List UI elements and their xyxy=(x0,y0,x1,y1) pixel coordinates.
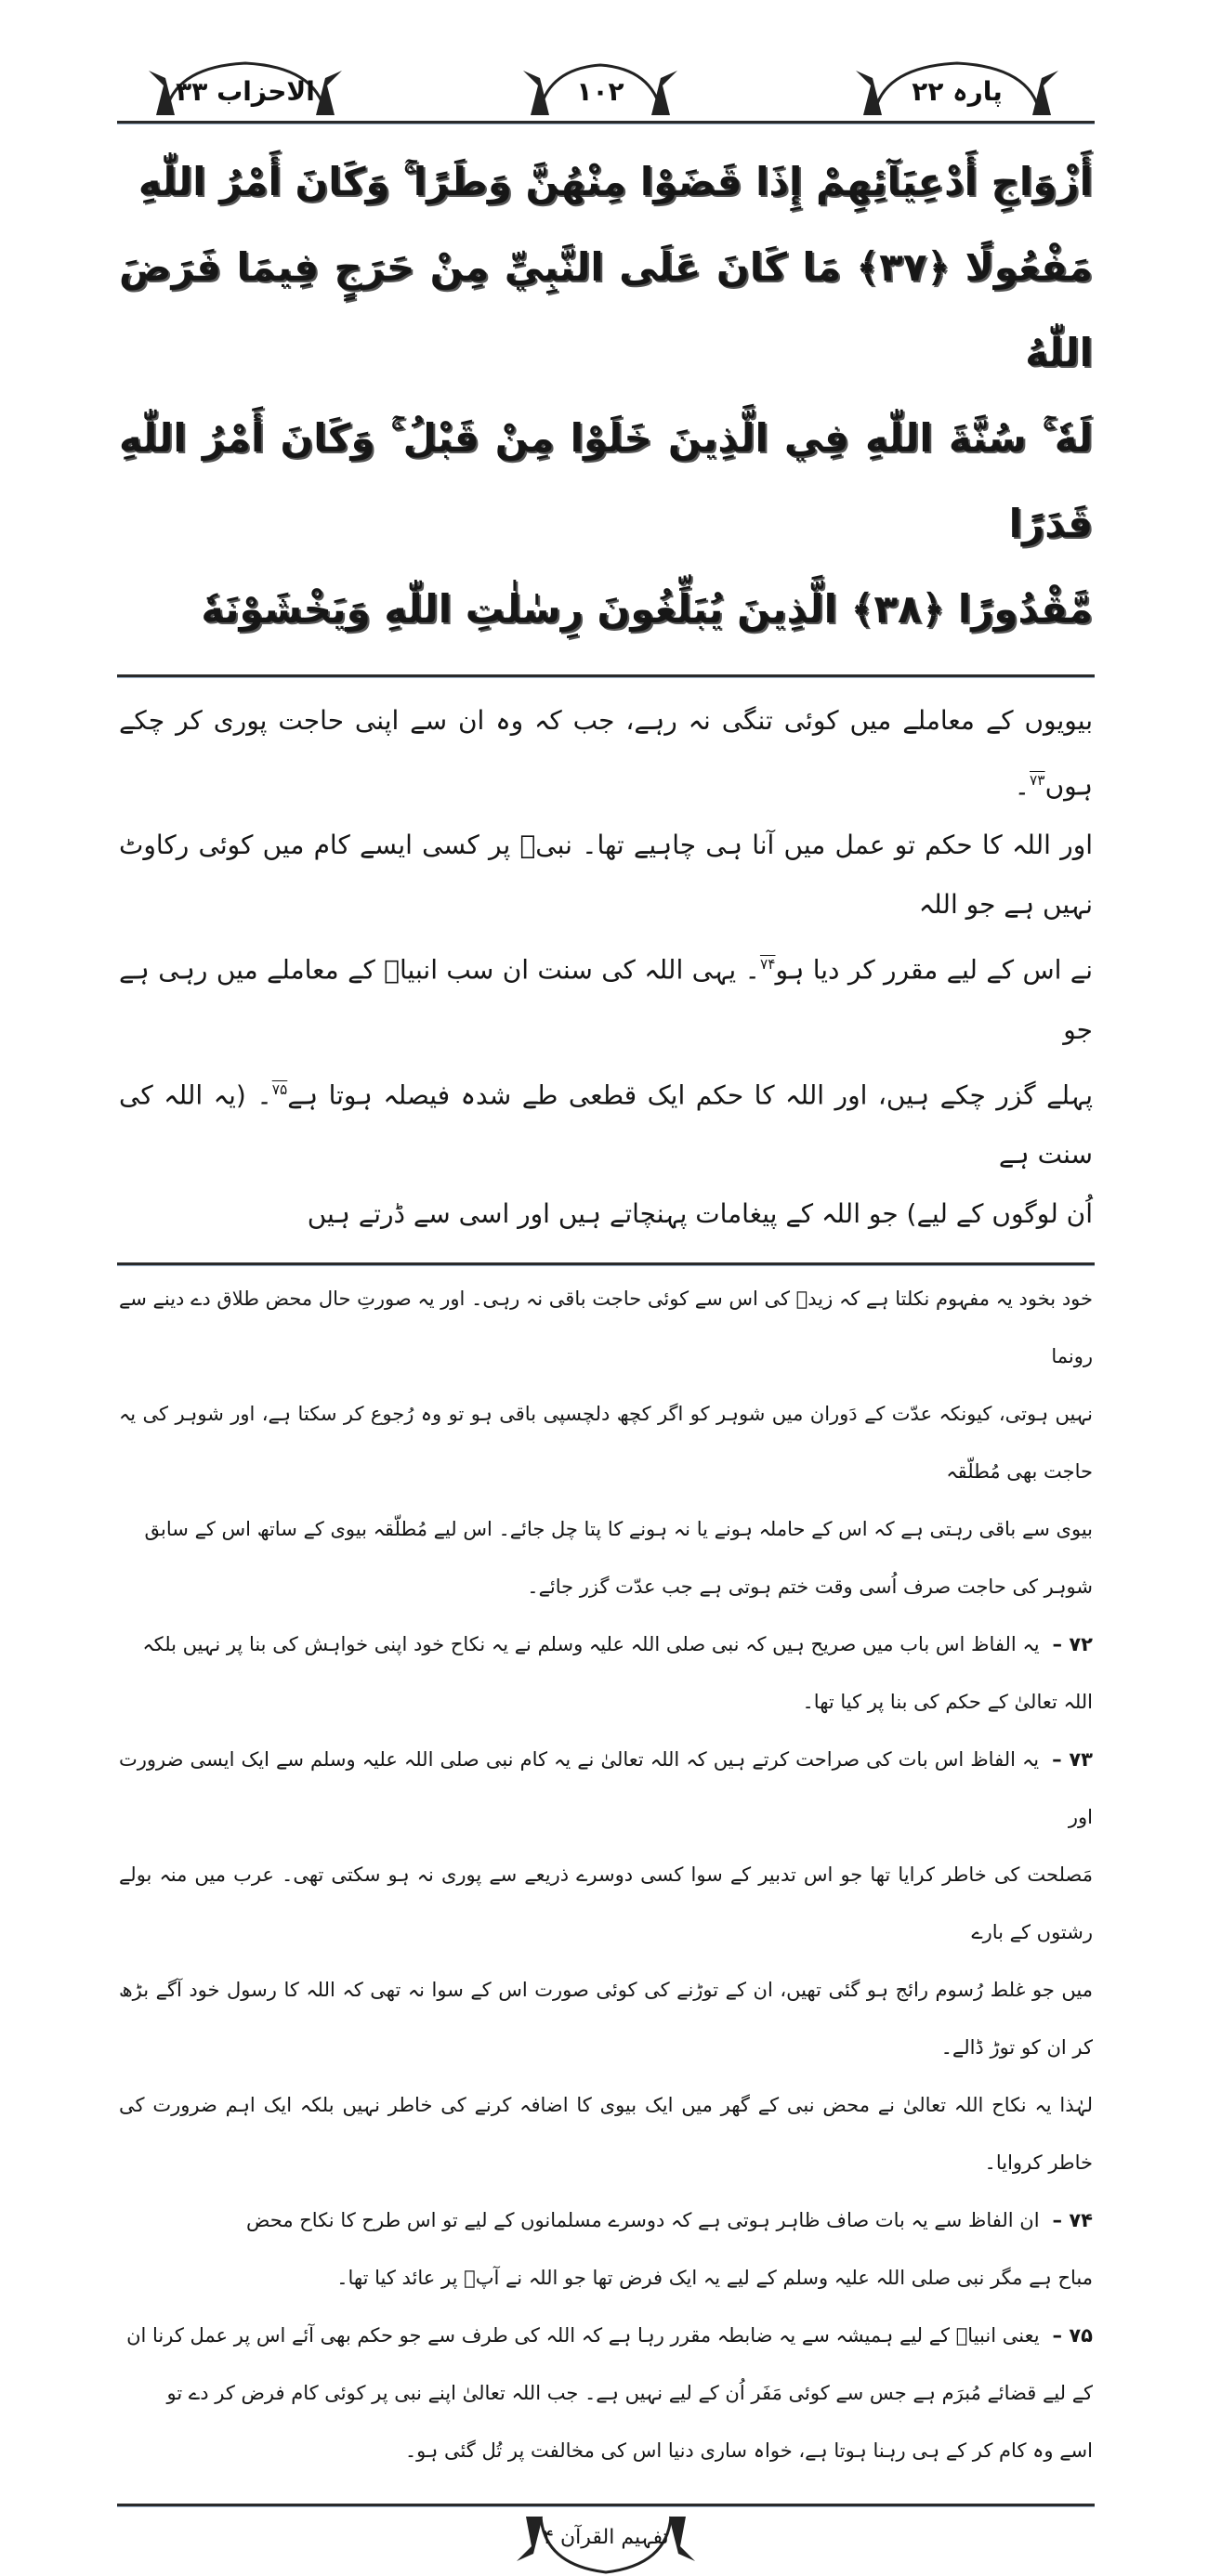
commentary-text: اللہ تعالیٰ کے حکم کی بنا پر کیا تھا۔ xyxy=(802,1690,1093,1713)
book-title: تفہیم القرآن ۴ xyxy=(543,2525,669,2549)
commentary-line xyxy=(119,1673,1093,1731)
translation-text: اُن لوگوں کے لیے) جو اللہ کے پیغامات پہنچاتے ہیں اور اسی سے ڈرتے ہیں xyxy=(307,1197,1093,1229)
translation-text: پہلے گزر چکے ہیں، اور اللہ کا حکم ایک قطعی طے شدہ فیصلہ ہوتا ہے xyxy=(287,1079,1093,1110)
footnote-marker: ۷۴ xyxy=(759,956,776,974)
translation-line xyxy=(119,691,1093,816)
commentary-line xyxy=(119,1270,1093,1385)
commentary-line xyxy=(119,2422,1093,2479)
translation-text: ۔ یہی اللہ کی سنت ان سب انبیاؑ کے معاملے میں رہی ہے جو xyxy=(119,954,1093,1045)
commentary-line xyxy=(119,2364,1093,2422)
commentary-text: یعنی انبیاؑ کے لیے ہمیشہ سے یہ ضابطہ مقرر رہا ہے کہ اللہ کی طرف سے جو حکم بھی آئے اس پر عمل کرنا ان xyxy=(126,2323,1040,2347)
commentary-text: مَصلحت کی خاطر کرایا تھا جو اس تدبیر کے سوا کسی دوسرے ذریعے سے پوری نہ ہو سکتی تھی۔ عرب میں منہ بولے رشتوں کے بارے xyxy=(119,1863,1093,1943)
commentary-text: یہ الفاظ اس بات کی صراحت کرتے ہیں کہ اللہ تعالیٰ نے یہ کام نبی صلی اللہ علیہ وسلم سے ایک ایسی ضرورت اور xyxy=(119,1747,1093,1828)
page-number: ۱۰۲ xyxy=(576,76,624,107)
translation-text: ۔ xyxy=(1014,770,1031,802)
commentary-line xyxy=(119,2249,1093,2307)
para-number: پارہ ۲۲ xyxy=(912,76,1003,107)
commentary-line xyxy=(119,2076,1093,2191)
footer-divider xyxy=(117,2504,1095,2507)
quran-line: مَّقْدُورًا ﴿٣٨﴾ الَّذِينَ يُبَلِّغُونَ رِسٰلٰتِ اللّٰهِ وَيَخْشَوْنَهٗ xyxy=(201,586,1093,632)
commentary-line xyxy=(119,2307,1093,2364)
commentary-line xyxy=(119,1731,1093,1846)
commentary-text: لہٰذا یہ نکاح اللہ تعالیٰ نے محض نبی کے گھر میں ایک بیوی کا اضافہ کرنے کی خاطر نہیں بلکہ ایک اہم ضرورت کی خاطر کروایا۔ xyxy=(119,2093,1093,2174)
quran-line: لَهٗ ۚ سُنَّةَ اللّٰهِ فِي الَّذِينَ خَلَوْا مِنْ قَبْلُ ۚ وَكَانَ أَمْرُ اللّٰهِ قَدَرًا xyxy=(119,415,1093,546)
commentary-text: نہیں ہوتی، کیونکہ عدّت کے دَوران میں شوہر کو اگر کچھ دلچسپی باقی ہو تو وہ رُجوع کر سکتا ہے، اور شوہر کی یہ حاجت بھی مُطلّقہ xyxy=(119,1402,1093,1483)
translation-line xyxy=(119,1184,1093,1244)
surah-name: الاحزاب ۳۳ xyxy=(176,76,315,107)
header-para-cartouche xyxy=(826,58,1088,119)
footer-cartouche xyxy=(485,2513,727,2576)
footnote-marker: ۷۵ xyxy=(271,1080,288,1098)
commentary-line xyxy=(119,1500,1093,1558)
translation-line xyxy=(119,935,1093,1059)
commentary-text: کے لیے قضائے مُبرَم ہے جس سے کوئی مَفَر اُن کے لیے نہیں ہے۔ جب اللہ تعالیٰ اپنے نبی پر کوئی کام فرض کر دے تو xyxy=(166,2381,1093,2404)
urdu-translation xyxy=(119,678,1093,1262)
note-number: ۷۳ – xyxy=(1052,1747,1093,1771)
page-header xyxy=(117,58,1095,121)
commentary-text: شوہر کی حاجت صرف اُسی وقت ختم ہوتی ہے جب عدّت گزر جائے۔ xyxy=(527,1575,1093,1598)
note-number: ۷۲ – xyxy=(1052,1632,1093,1655)
commentary-text: یہ الفاظ اس باب میں صریح ہیں کہ نبی صلی اللہ علیہ وسلم نے یہ نکاح خود اپنی خواہش کی بنا پر نہیں بلکہ xyxy=(142,1632,1040,1655)
translation-text: بیویوں کے معاملے میں کوئی تنگی نہ رہے، جب کہ وہ ان سے اپنی حاجت پوری کر چکے ہوں xyxy=(119,705,1093,802)
commentary-line xyxy=(119,1558,1093,1615)
commentary-line xyxy=(119,1846,1093,1961)
header-page-cartouche xyxy=(497,58,703,119)
header-surah-cartouche xyxy=(119,58,372,119)
commentary-line xyxy=(119,1961,1093,2076)
quran-text xyxy=(119,124,1093,674)
commentary-notes xyxy=(119,1266,1093,2504)
page xyxy=(117,0,1095,2576)
quran-line: أَزْوَاجِ أَدْعِيَآئِهِمْ إِذَا قَضَوْا مِنْهُنَّ وَطَرًا ۚ وَكَانَ أَمْرُ اللّٰهِ xyxy=(138,159,1093,204)
commentary-line xyxy=(119,1615,1093,1673)
translation-line xyxy=(119,816,1093,935)
translation-text: اور اللہ کا حکم تو عمل میں آنا ہی چاہیے تھا۔ نبیؐ پر کسی ایسے کام میں کوئی رکاوٹ نہیں ہے جو اللہ xyxy=(119,830,1093,921)
quran-line: مَفْعُولًا ﴿٣٧﴾ مَا كَانَ عَلَى النَّبِيِّ مِنْ حَرَجٍ فِيمَا فَرَضَ اللّٰهُ xyxy=(119,244,1093,375)
translation-line xyxy=(119,1060,1093,1184)
commentary-line xyxy=(119,2191,1093,2249)
commentary-text: میں جو غلط رُسوم رائج ہو گئی تھیں، ان کے توڑنے کی کوئی صورت اس کے سوا نہ تھی کہ اللہ کا رسول خود آگے بڑھ کر ان کو توڑ ڈالے۔ xyxy=(119,1978,1093,2059)
commentary-text: بیوی سے باقی رہتی ہے کہ اس کے حاملہ ہونے یا نہ ہونے کا پتا چل جائے۔ اس لیے مُطلّقہ بیوی کے ساتھ اس کے سابق xyxy=(144,1517,1093,1540)
commentary-text: خود بخود یہ مفہوم نکلتا ہے کہ زیدؓ کی اس سے کوئی حاجت باقی نہ رہی۔ اور یہ صورتِ حال محض طلاق دے دینے سے رونما xyxy=(118,1287,1093,1367)
note-number: ۷۵ – xyxy=(1052,2323,1093,2347)
note-number: ۷۴ – xyxy=(1052,2208,1093,2231)
commentary-text: مباح ہے مگر نبی صلی اللہ علیہ وسلم کے لیے یہ ایک فرض تھا جو اللہ نے آپؐ پر عائد کیا تھا۔ xyxy=(336,2266,1093,2289)
translation-text: ۔ (یہ اللہ کی سنت ہے xyxy=(119,1079,1093,1170)
commentary-text: اسے وہ کام کر کے ہی رہنا ہوتا ہے، خواہ ساری دنیا اس کی مخالفت پر تُل گئی ہو۔ xyxy=(404,2439,1093,2462)
translation-text: نے اس کے لیے مقرر کر دیا ہو xyxy=(775,954,1093,986)
commentary-line xyxy=(119,1385,1093,1500)
footnote-marker: ۷۳ xyxy=(1030,772,1045,789)
commentary-text: ان الفاظ سے یہ بات صاف ظاہر ہوتی ہے کہ دوسرے مسلمانوں کے لیے تو اس طرح کا نکاح محض xyxy=(246,2208,1040,2231)
